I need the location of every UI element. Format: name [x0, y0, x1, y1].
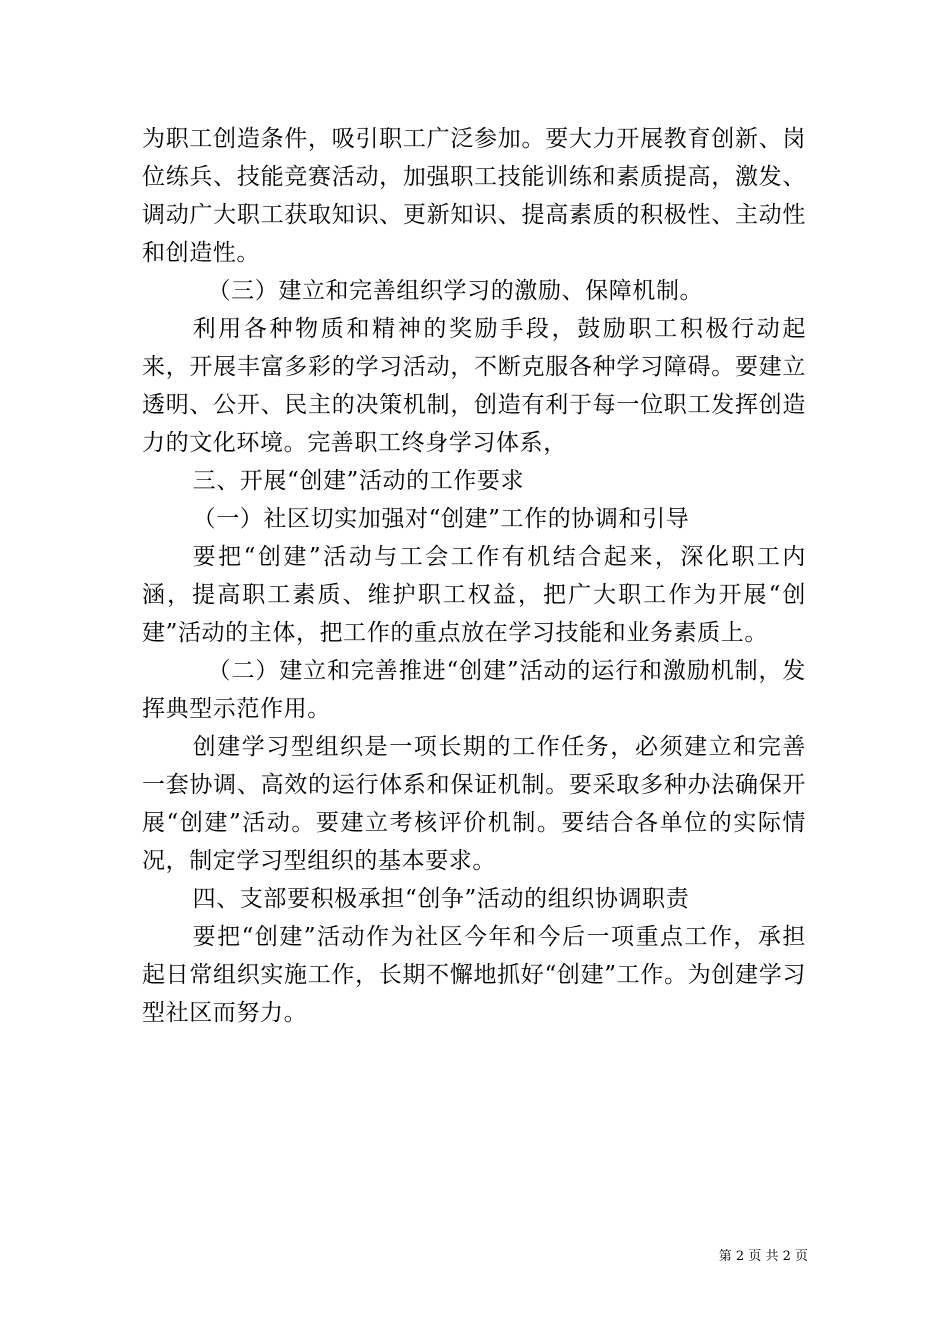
- section-heading-1: （一）社区切实加强对“创建”工作的协调和引导: [192, 506, 690, 532]
- chapter-heading-4: 四、支部要积极承担“创争”活动的组织协调职责: [192, 886, 690, 912]
- page-number-footer: 第 2 页 共 2 页: [718, 1249, 808, 1264]
- section-heading-3: （三）建立和完善组织学习的激励、保障机制。: [207, 278, 704, 304]
- paragraph-4: 创建学习型组织是一项长期的工作任务，必须建立和完善一套协调、高效的运行体系和保证机制。要采取多种办法确保开展“创建”活动。要建立考核评价机制。要结合各单位的实际情况，制定学习型组织的基本要求。: [142, 734, 806, 874]
- paragraph-3: 要把“创建”活动与工会工作有机结合起来，深化职工内涵，提高职工素质、维护职工权益，把广大职工作为开展“创建”活动的主体，把工作的重点放在学习技能和业务素质上。: [142, 544, 806, 646]
- paragraph-5: 要把“创建”活动作为社区今年和今后一项重点工作，承担起日常组织实施工作，长期不懈地抓好“创建”工作。为创建学习型社区而努力。: [142, 924, 806, 1026]
- section-heading-2: （二）建立和完善推进“创建”活动的运行和激励机制，发挥典型示范作用。: [142, 658, 806, 722]
- document-body: [142, 120, 806, 1032]
- chapter-heading-3: 三、开展“创建”活动的工作要求: [192, 468, 525, 494]
- paragraph-1: 为职工创造条件，吸引职工广泛参加。要大力开展教育创新、岗位练兵、技能竞赛活动，加强职工技能训练和素质提高，激发、调动广大职工获取知识、更新知识、提高素质的积极性、主动性和创造性。: [142, 126, 806, 266]
- paragraph-2: 利用各种物质和精神的奖励手段，鼓励职工积极行动起来，开展丰富多彩的学习活动，不断克服各种学习障碍。要建立透明、公开、民主的决策机制，创造有利于每一位职工发挥创造力的文化环境。完善职工终身学习体系，: [142, 316, 806, 456]
